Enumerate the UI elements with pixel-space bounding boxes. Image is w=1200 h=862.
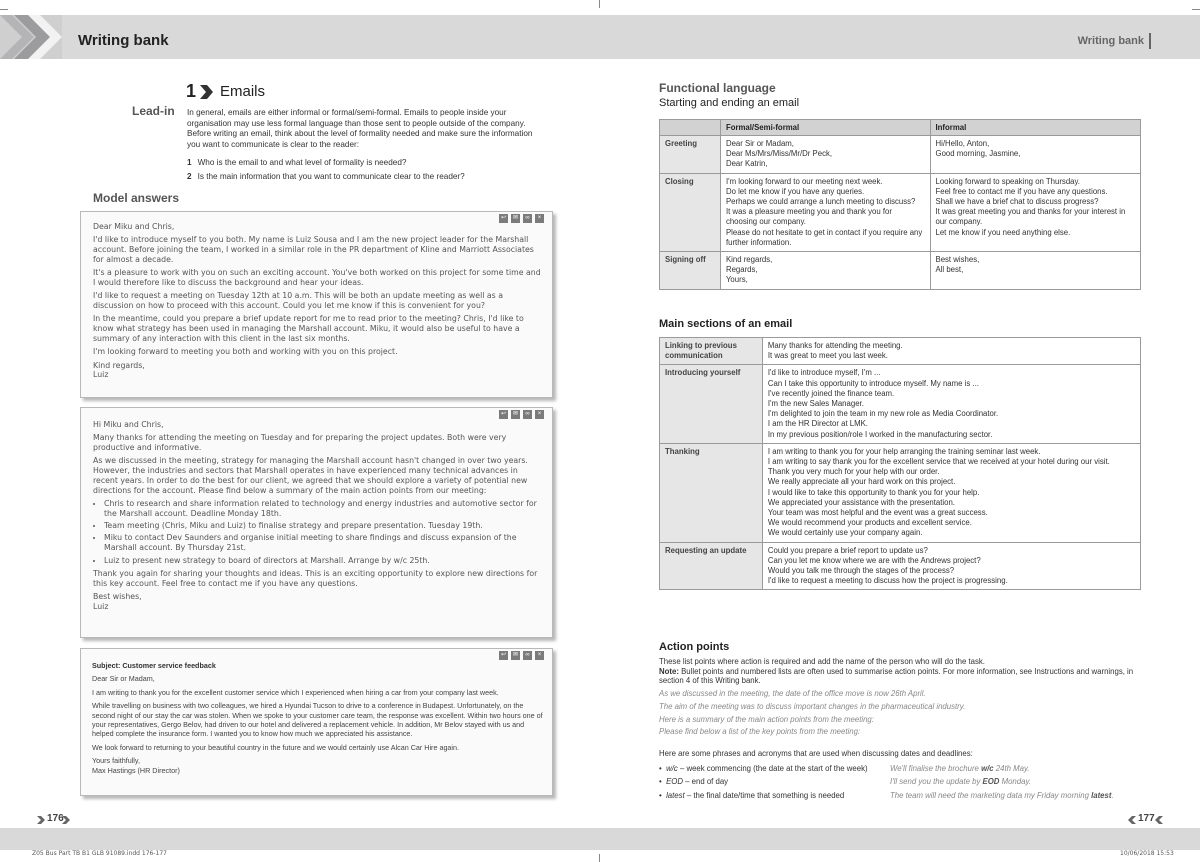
chevron-right-icon <box>36 815 46 825</box>
phrase-item: • w/c – week commencing (the date at the start of the week) <box>659 764 868 773</box>
formal-cell <box>720 173 930 251</box>
row-label: Greeting <box>660 136 721 174</box>
lead-in-question <box>187 158 406 167</box>
mail-icon[interactable]: ✉ <box>512 652 519 658</box>
header-band <box>0 15 1200 59</box>
example-sentence: The aim of the meeting was to discuss important changes in the pharmaceutical industry. <box>659 701 966 711</box>
list-item: • Team meeting (Chris, Miku and Luiz) to finalise strategy and prepare presentation. Tuesday 19th. <box>104 521 545 531</box>
chevron-right-icon <box>61 815 71 825</box>
phrase: Your team was most helpful and the event was a great success. <box>767 508 988 518</box>
email-paragraph: In the meantime, could you prepare a brief update report for me to read prior to the meeting? Chris, I'd like to know what strategy has been used in managing the Marshall account. Miku, it would also be useful to have a summary of any interaction with this client in the last six months. <box>93 314 524 343</box>
print-slug-right: 10/06/2018 15:53 <box>1120 850 1174 857</box>
email-paragraph: I'd like to request a meeting on Tuesday 12th at 10 a.m. This will be both an update meeting as well as a discussion on how to proceed with this account. Could you let me know if this is convenient for you? <box>93 291 503 311</box>
phrase: Good morning, Jasmine, <box>935 149 1021 159</box>
note-label: Note: <box>659 666 679 676</box>
phrase: I am the HR Director at LMK. <box>767 419 868 429</box>
example-sentences <box>659 688 965 739</box>
phrase-definition: – end of day <box>685 777 729 786</box>
phrase: Kind regards, <box>725 255 773 265</box>
print-slug-left: Z05 Bus Part TB B1 GLB 91089.indd 176-177 <box>32 850 167 857</box>
example-bold: latest <box>1091 791 1112 800</box>
header-divider <box>1149 33 1151 49</box>
phrase: We would certainly use your company again. <box>767 528 923 538</box>
trim-mark <box>0 9 8 10</box>
email-paragraph: As we discussed in the meeting, strategy for managing the Marshall account hasn't changed in over two years. However, the industries and sectors that Marshall operates in have experienced many technical advances in recent years. In order to do the best for our client, we agreed that we should explore a variety of potential new directions for the account. Please find below a summary of the main action points from our meeting: <box>93 456 528 495</box>
attach-icon[interactable]: ∞ <box>523 410 532 419</box>
functional-language-subheading: Starting and ending an email <box>659 97 800 109</box>
phrase: Feel free to contact me if you have any questions. <box>935 186 1108 196</box>
trim-mark <box>1192 9 1200 10</box>
phrase: I'm the new Sales Manager. <box>767 399 864 409</box>
phrase: It was great to meet you last week. <box>767 351 888 361</box>
lead-in-question <box>187 172 465 181</box>
email-body <box>93 420 545 612</box>
phrase: Thank you very much for your help with our order. <box>767 467 940 477</box>
phrase: Best wishes, <box>935 255 980 265</box>
row-label: Signing off <box>660 252 721 290</box>
chevron-left-icon <box>1154 815 1164 825</box>
table-row <box>660 365 1141 443</box>
phrase: It was great meeting you and thanks for your interest in our company. <box>935 207 1126 227</box>
phrase: In my previous position/role I worked in the manufacturing sector. <box>767 429 993 439</box>
phrases-cell <box>762 542 1140 590</box>
email-signoff: Yours faithfully, <box>92 756 140 766</box>
page-number-left: 176 <box>47 813 64 824</box>
column-header: Formal/Semi-formal <box>720 120 930 136</box>
email-paragraph: Thank you again for sharing your thoughts and ideas. This is an exciting opportunity to explore new directions for this key account. Feel free to contact me if you have any questions. <box>93 568 538 588</box>
phrase-definition: – the final date/time that something is needed <box>686 791 845 800</box>
phrases-cell <box>762 365 1140 443</box>
row-label: Linking to previous communication <box>660 338 763 365</box>
main-sections-table <box>659 337 1141 590</box>
table-row <box>660 542 1141 590</box>
phrase-example <box>890 764 1029 773</box>
question-text: Who is the email to and what level of formality is needed? <box>197 158 407 167</box>
attach-icon[interactable]: ∞ <box>523 214 532 223</box>
chapter-number: 1 <box>186 81 197 101</box>
note <box>659 667 1139 686</box>
email-paragraph: I'd like to introduce myself to you both. My name is Luiz Sousa and I am the new project leader for the Marshall account. Before joining the team, I worked in a similar role in the PR department of Kline and Marriott Associates for almost a decade. <box>93 235 534 264</box>
informal-cell <box>930 173 1141 251</box>
starting-ending-table <box>659 119 1141 290</box>
example-bold: EOD <box>982 777 1000 786</box>
model-answers-heading: Model answers <box>93 191 180 205</box>
phrase: We really appreciate all your hard work on this project. <box>767 477 956 487</box>
question-text: Is the main information that you want to communicate clear to the reader? <box>197 172 465 181</box>
phrase: I would like to take this opportunity to thank you for your help. <box>767 487 980 497</box>
email-card-3 <box>80 648 553 796</box>
main-sections-heading: Main sections of an email <box>659 318 793 330</box>
row-label: Closing <box>660 173 721 251</box>
email-signature: Luiz <box>93 370 109 380</box>
email-paragraph: We look forward to returning to your beautiful country in the future and we would certainly use Alcan Car Hire again. <box>92 742 460 752</box>
trim-mark <box>599 0 600 8</box>
phrase-example <box>890 777 1031 786</box>
formal-cell <box>720 252 930 290</box>
phrase: I'd like to introduce myself, I'm ... <box>767 368 881 378</box>
phrases-cell <box>762 338 1140 365</box>
page-number-right: 177 <box>1138 813 1155 824</box>
phrase-definition: – week commencing (the date at the start of the week) <box>679 764 868 773</box>
phrase: Could you prepare a brief report to update us? <box>767 545 928 555</box>
phrase: Do let me know if you have any queries. <box>725 186 865 196</box>
phrase: I am writing to thank you for your help arranging the training seminar last week. <box>767 446 1041 456</box>
informal-cell <box>930 136 1141 174</box>
delete-icon[interactable]: × <box>535 410 544 419</box>
phrase: Can I take this opportunity to introduce myself. My name is ... <box>767 378 979 388</box>
phrase: I'd like to request a meeting to discuss how the project is progressing. <box>767 576 1008 586</box>
mail-icon[interactable]: ✉ <box>512 411 519 417</box>
row-label: Thanking <box>660 443 763 542</box>
phrase: I am writing to say thank you for the excellent service that we received at your hotel during our visit. <box>767 457 1110 467</box>
example-sentence: Here is a summary of the main action points from the meeting: <box>659 714 874 724</box>
list-item: • Miku to contact Dev Saunders and organise initial meeting to share findings and discuss expansion of the Marshall account. By Thursday 21st. <box>104 533 545 553</box>
trim-mark <box>599 854 600 862</box>
email-body <box>93 222 545 380</box>
table-row <box>660 443 1141 542</box>
phrase: Dear Sir or Madam, <box>725 139 794 148</box>
question-number: 2 <box>187 172 192 181</box>
phrase: Yours, <box>725 275 748 285</box>
phrase: It was a pleasure meeting you and thank you for choosing our company. <box>725 207 892 227</box>
phrases-cell <box>762 443 1140 542</box>
phrase: I'm looking forward to our meeting next week. <box>725 176 883 186</box>
reply-icon[interactable]: ↩ <box>500 652 507 658</box>
delete-icon[interactable]: × <box>535 214 544 223</box>
phrase: Perhaps we could arrange a lunch meeting to discuss? <box>725 197 916 207</box>
phrases-intro: Here are some phrases and acronyms that are used when discussing dates and deadlines: <box>659 749 973 758</box>
question-number: 1 <box>187 158 192 167</box>
intro-text: These list points where action is required and add the name of the person who will do the task. <box>659 657 985 666</box>
email-signature: Max Hastings (HR Director) <box>92 765 180 775</box>
email-greeting: Dear Miku and Chris, <box>93 222 175 231</box>
action-points-list <box>93 499 545 565</box>
phrase-item: • latest – the final date/time that something is needed <box>659 791 845 800</box>
phrase: Would you talk me through the stages of the process? <box>767 566 955 576</box>
email-signature: Luiz <box>93 601 109 611</box>
phrase: I'm delighted to join the team in my new role as Media Coordinator. <box>767 409 999 419</box>
email-signoff: Best wishes, <box>93 591 142 601</box>
email-greeting: Hi Miku and Chris, <box>93 420 164 429</box>
list-item: • Luiz to present new strategy to board of directors at Marshall. Arrange by w/c 25th. <box>104 556 545 566</box>
phrase: I've recently joined the finance team. <box>767 388 895 398</box>
phrase: We would recommend your products and excellent service. <box>767 518 972 528</box>
functional-language-heading: Functional language <box>659 81 776 95</box>
email-paragraph: I am writing to thank you for the excellent customer service which I experienced when hiring a car from your company last week. <box>92 687 499 697</box>
example-sentence: As we discussed in the meeting, the date of the office move is now 26th April. <box>659 689 926 698</box>
phrase-term: EOD <box>666 777 683 786</box>
table-header-row <box>660 120 1141 136</box>
example-text: Monday. <box>999 777 1031 786</box>
phrase: Please do not hesitate to get in contact if you require any further information. <box>725 227 923 247</box>
phrase: We appreciated your assistance with the presentation. <box>767 497 955 507</box>
informal-cell <box>930 252 1141 290</box>
chevron-right-icon <box>198 84 214 100</box>
reply-icon[interactable]: ↩ <box>500 411 507 417</box>
example-sentence: Please find below a list of the key points from the meeting: <box>659 727 861 737</box>
action-points-intro <box>659 657 1139 686</box>
email-toolbar <box>499 651 544 660</box>
mail-icon[interactable]: ✉ <box>512 215 519 221</box>
email-paragraph: While travelling on business with two colleagues, we hired a Hyundai Tucson to drive to a conference in Budapest. Unfortunately, on the second night of our stay the car was stolen. When we spoke to your customer care team, the response was excellent. Within two hours one of your representatives, Gergo Belov, had driven to our hotel and delivered a replacement vehicle. In addition, Mr Belov stayed with us and helped complete the insurance form. I wanted you to know how much we appreciated his assistance. <box>92 701 543 739</box>
list-item: • Chris to research and share information related to technology and energy industries and automotive sector for the Marshall account. Deadline Monday 18th. <box>104 499 545 519</box>
phrase: Looking forward to speaking on Thursday. <box>935 176 1080 186</box>
reply-icon[interactable]: ↩ <box>500 215 507 221</box>
phrase: Regards, <box>725 265 758 275</box>
email-signoff: Kind regards, <box>93 360 145 370</box>
header-title-right: Writing bank <box>1077 35 1144 47</box>
example-text: The team will need the marketing data my Friday morning <box>890 791 1092 800</box>
phrase: Hi/Hello, Anton, <box>935 139 990 148</box>
lead-in-text: In general, emails are either informal or formal/semi-formal. Emails to people inside your organisation may use less formal language than those sent to people outside of the company. Before writing an email, think about the level of formality needed and make sure the information you want to communicate is clear to the reader: <box>187 108 533 149</box>
email-subject: Subject: Customer service feedback <box>92 661 216 670</box>
phrase-example <box>890 791 1114 800</box>
email-paragraph: I'm looking forward to meeting you both and working with you on this project. <box>93 347 398 357</box>
chapter-title: Emails <box>220 83 266 100</box>
row-label: Requesting an update <box>660 542 763 590</box>
phrase-term: latest <box>666 791 685 800</box>
phrase: Can you let me know where we are with the Andrews project? <box>767 555 981 565</box>
phrase-term: w/c <box>666 764 678 773</box>
email-card-2 <box>80 407 553 638</box>
example-text: 24th May. <box>993 764 1030 773</box>
formal-cell <box>720 136 930 174</box>
example-bold: w/c <box>981 764 994 773</box>
table-row <box>660 338 1141 365</box>
action-points-heading: Action points <box>659 641 730 653</box>
example-text: We'll finalise the brochure <box>890 764 982 773</box>
attach-icon[interactable]: ∞ <box>523 651 532 660</box>
email-toolbar <box>499 410 544 419</box>
phrase-item: • EOD – end of day <box>659 777 729 786</box>
phrase: Shall we have a brief chat to discuss progress? <box>935 197 1099 207</box>
email-body <box>92 661 544 775</box>
email-paragraph: It's a pleasure to work with you on such an exciting account. You've both worked on this project for some time and I would therefore like to discuss the background and hear your ideas. <box>93 268 541 287</box>
email-paragraph: Many thanks for attending the meeting on Tuesday and for preparing the project updates. Both were very productive and informative. <box>93 433 507 453</box>
phrase: Dear Katrin, <box>725 159 768 169</box>
footer-band <box>0 828 1200 850</box>
lead-in-label: Lead-in <box>132 104 175 118</box>
column-header: Informal <box>930 120 1141 136</box>
table-row <box>660 173 1141 251</box>
note-text: Bullet points and numbered lists are often used to summarise action points. For more information, see Instructions and warnings, in section 4 of this Writing bank. <box>659 666 1134 686</box>
email-greeting: Dear Sir or Madam, <box>92 674 155 684</box>
phrase: Dear Ms/Mrs/Miss/Mr/Dr Peck, <box>725 149 833 159</box>
email-card-1 <box>80 211 553 398</box>
row-label: Introducing yourself <box>660 365 763 443</box>
phrase: Let me know if you need anything else. <box>935 227 1071 237</box>
example-text: I'll send you the update by <box>890 777 983 786</box>
chevron-stripes-icon <box>0 15 62 59</box>
table-row <box>660 136 1141 174</box>
header-title-left: Writing bank <box>78 32 169 49</box>
chevron-left-icon <box>1127 815 1137 825</box>
delete-icon[interactable]: × <box>535 651 544 660</box>
phrase: Many thanks for attending the meeting. <box>767 341 903 350</box>
phrase: All best, <box>935 265 964 275</box>
example-text: . <box>1111 791 1114 800</box>
table-row <box>660 252 1141 290</box>
